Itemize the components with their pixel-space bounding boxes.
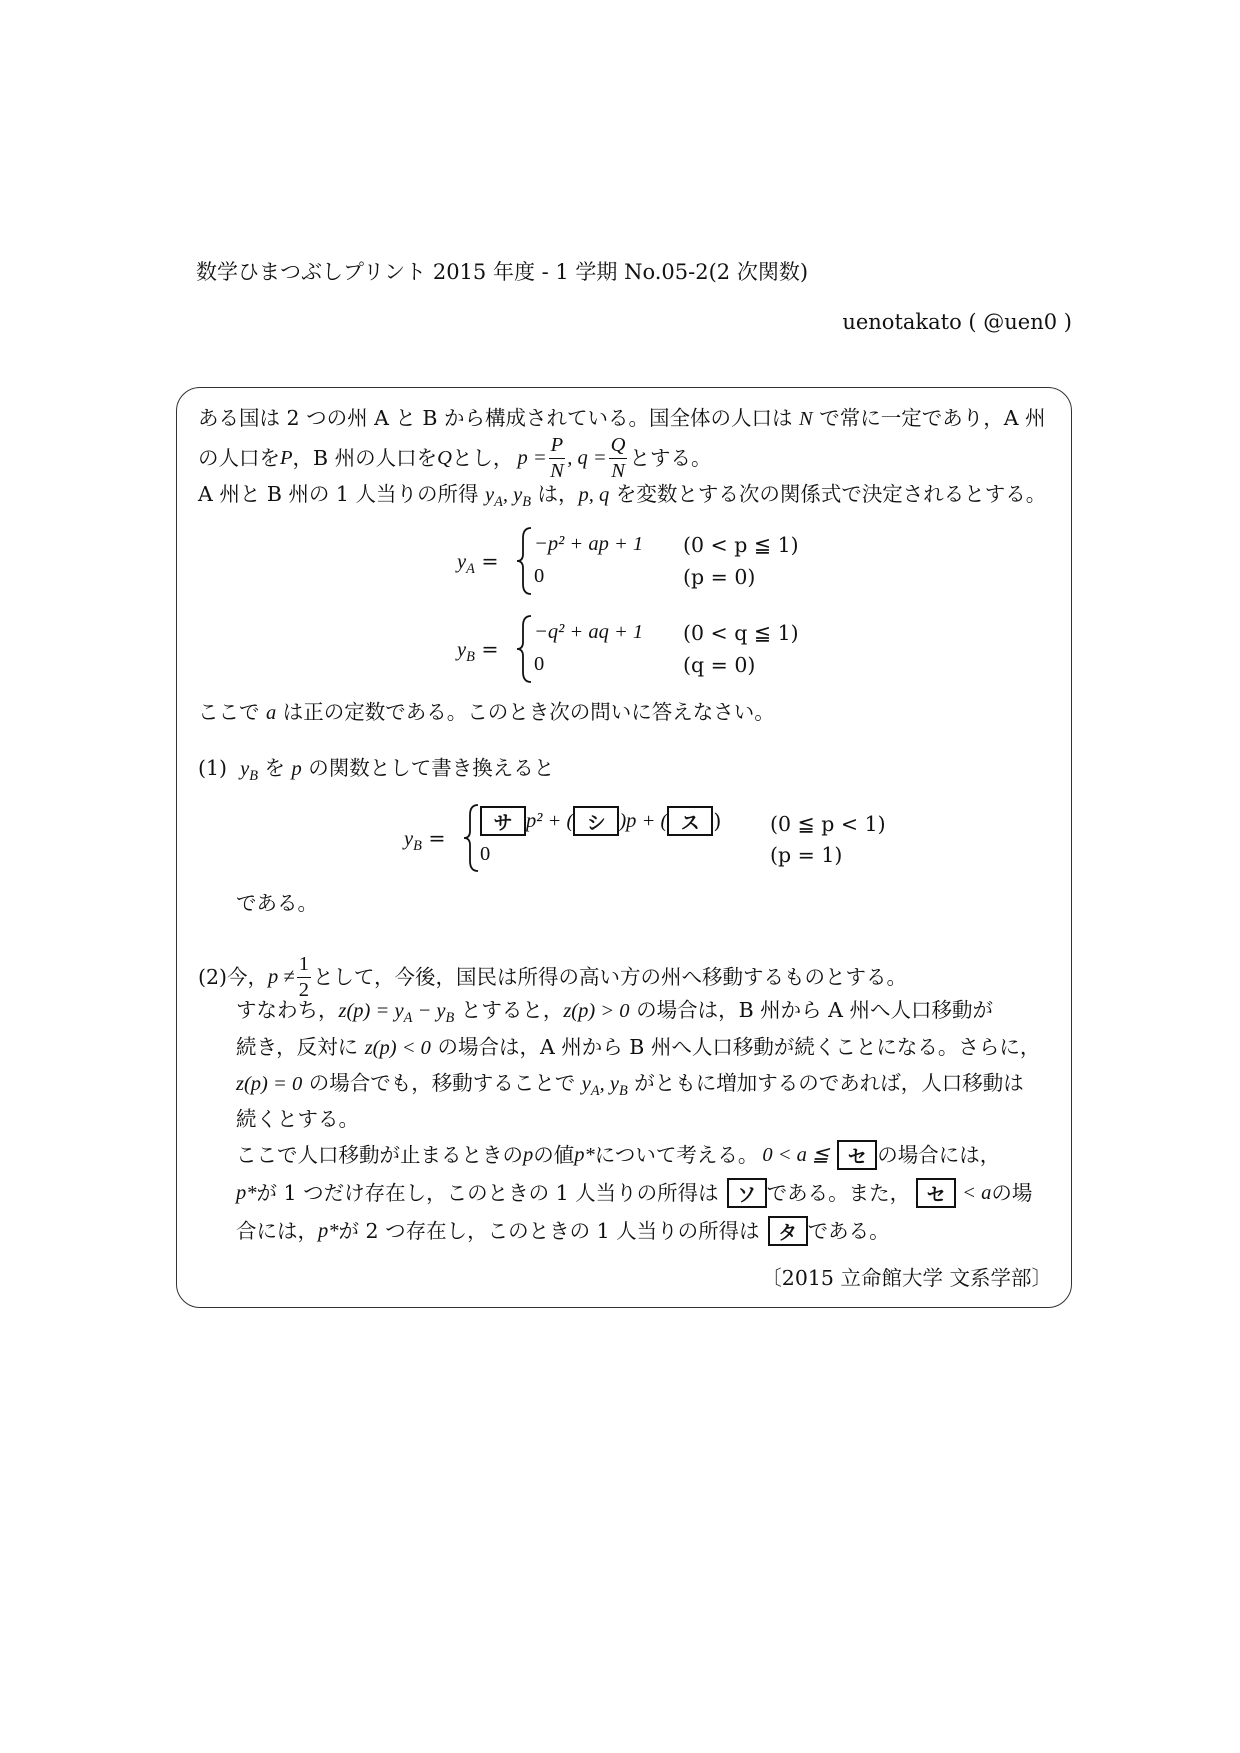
blank-so: ソ <box>727 1178 767 1208</box>
q1-tail: である。 <box>236 891 318 915</box>
blank-shi: シ <box>573 806 619 836</box>
q2-line-7: p* が 1 つだけ存在し，このときの 1 人当りの所得は ソ である。また， セ < a の場 <box>236 1176 1032 1210</box>
intro-line-2: の人口を P ，B 州の人口を Q とし， p = $\frac{P}{N}$ , q = $\frac{Q}{N}$ とする。 <box>198 434 712 482</box>
intro-line-4: ここで a は正の定数である。このとき次の問いに答えなさい。 <box>198 700 775 724</box>
yB-brace <box>515 614 535 684</box>
blank-sa: サ <box>480 806 526 836</box>
blank-se: セ <box>837 1140 877 1170</box>
q2-line-5: 続くとする。 <box>236 1107 359 1131</box>
fraction-q: $\frac{Q}{N}$ <box>610 434 626 482</box>
yA-case-2: 0 <box>534 565 545 587</box>
author-credit: uenotakato ( @uen0 ) <box>842 310 1072 334</box>
yA-cond-2: (p = 0) <box>683 565 756 589</box>
yB-cond-2: (q = 0) <box>683 653 756 677</box>
q2-line-4: z(p) = 0 の場合でも，移動することで $y_A$, $y_B$ がともに増加するのであれば，人口移動は <box>236 1071 1024 1100</box>
yB-cond-1: (0 < q ≦ 1) <box>683 621 799 645</box>
q1-cond-1: (0 ≦ p < 1) <box>770 812 886 836</box>
yB-case-1: −q² + aq + 1 <box>534 621 644 643</box>
blank-su: ス <box>667 806 713 836</box>
blank-se-2: セ <box>916 1178 956 1208</box>
q1-case-2: 0 <box>480 843 491 865</box>
yB-lhs: $y_B$ = <box>457 637 499 666</box>
q1-label: (1) <box>198 756 228 780</box>
source-citation: 〔2015 立命館大学 文系学部〕 <box>761 1266 1052 1290</box>
q1-case-1: サ p² + ( シ )p + ( ス ) <box>480 806 721 836</box>
intro-line-1: ある国は 2 つの州 A と B から構成されている。国全体の人口は N で常に一定であり，A 州 <box>198 406 1046 430</box>
fraction-p: $\frac{P}{N}$ <box>550 434 564 482</box>
fraction-half: $\frac{1}{2}$ <box>298 953 309 1001</box>
q1-statement: (1) $y_B$ を p の関数として書き換えると <box>198 756 555 785</box>
yA-brace <box>515 526 535 596</box>
yB-case-2: 0 <box>534 653 545 675</box>
q2-line-2: すなわち，$z(p) = y_A - y_B$ とすると，z(p) > 0 の場合は，B 州から A 州へ人口移動が <box>236 998 993 1027</box>
q2-label: (2) <box>198 964 228 989</box>
q2-line-1: (2) 今， p ≠ $\frac{1}{2}$ として，今後，国民は所得の高い方の州へ移動するものとする。 <box>198 953 908 1001</box>
yA-lhs: $y_A$ = <box>457 549 499 578</box>
q1-yB-lhs: $y_B$ = <box>404 826 446 855</box>
q2-line-3: 続き，反対に z(p) < 0 の場合は，A 州から B 州へ人口移動が続くことになる。さらに， <box>236 1035 1041 1059</box>
q1-brace <box>462 803 482 873</box>
q2-line-8: 合には， p* が 2 つ存在し，このときの 1 人当りの所得は タ である。 <box>236 1214 890 1248</box>
intro-line-3: A 州と B 州の 1 人当りの所得 $y_A$, $y_B$ は，p, q を変数とする次の関係式で決定されるとする。 <box>198 482 1047 511</box>
q1-cond-2: (p = 1) <box>770 843 843 867</box>
page-title: 数学ひまつぶしプリント 2015 年度 - 1 学期 No.05-2(2 次関数) <box>196 260 809 284</box>
yA-cond-1: (0 < p ≦ 1) <box>683 533 799 557</box>
yA-case-1: −p² + ap + 1 <box>534 533 644 555</box>
blank-ta: タ <box>768 1216 808 1246</box>
q2-line-6: ここで人口移動が止まるときの p の値 p* について考える。 0 < a ≦ セ の場合には， <box>236 1138 1000 1172</box>
